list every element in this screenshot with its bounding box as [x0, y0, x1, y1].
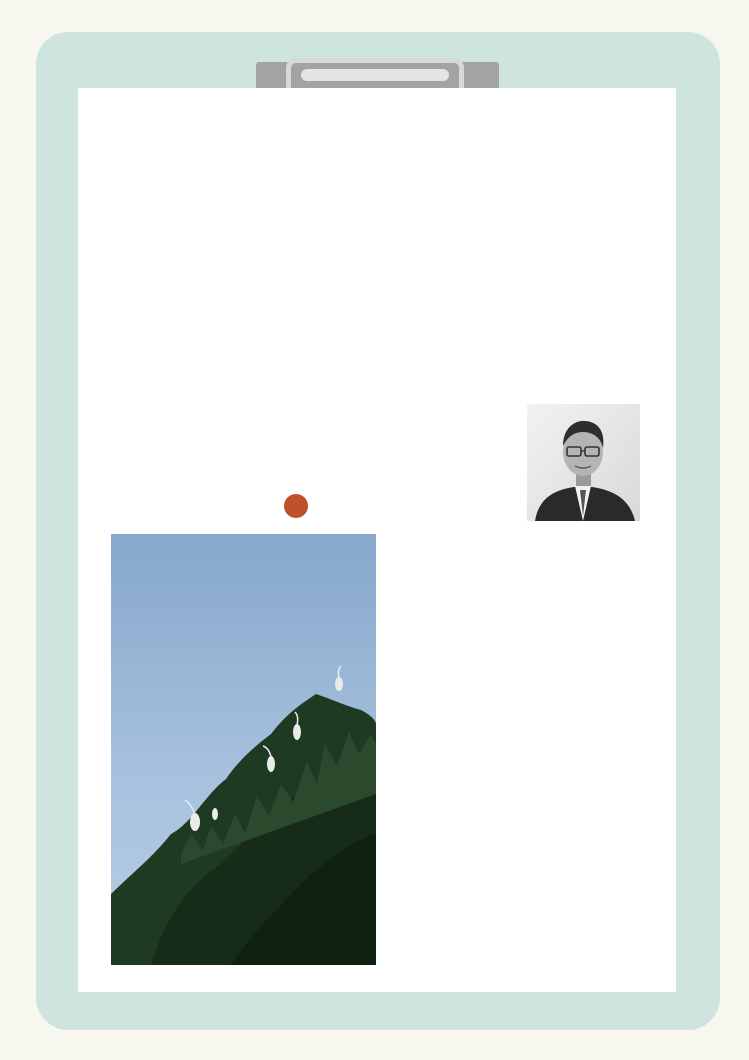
flyer-paper	[78, 88, 676, 992]
lecturer-portrait-icon	[527, 404, 640, 521]
birds-in-tree-photo	[111, 534, 376, 965]
bird-footprints-icon	[118, 350, 638, 390]
theme-line	[170, 416, 174, 460]
bird-footprints-icon	[396, 948, 646, 968]
event-day-badge	[284, 494, 308, 518]
lecturer-photo	[527, 404, 640, 521]
bird-tracks-bottom	[396, 948, 646, 968]
bird-tracks-top	[118, 350, 638, 390]
bird-tracks-middle	[396, 852, 646, 872]
bird-footprints-icon	[396, 852, 646, 872]
egrets-in-tree-icon	[111, 534, 376, 965]
